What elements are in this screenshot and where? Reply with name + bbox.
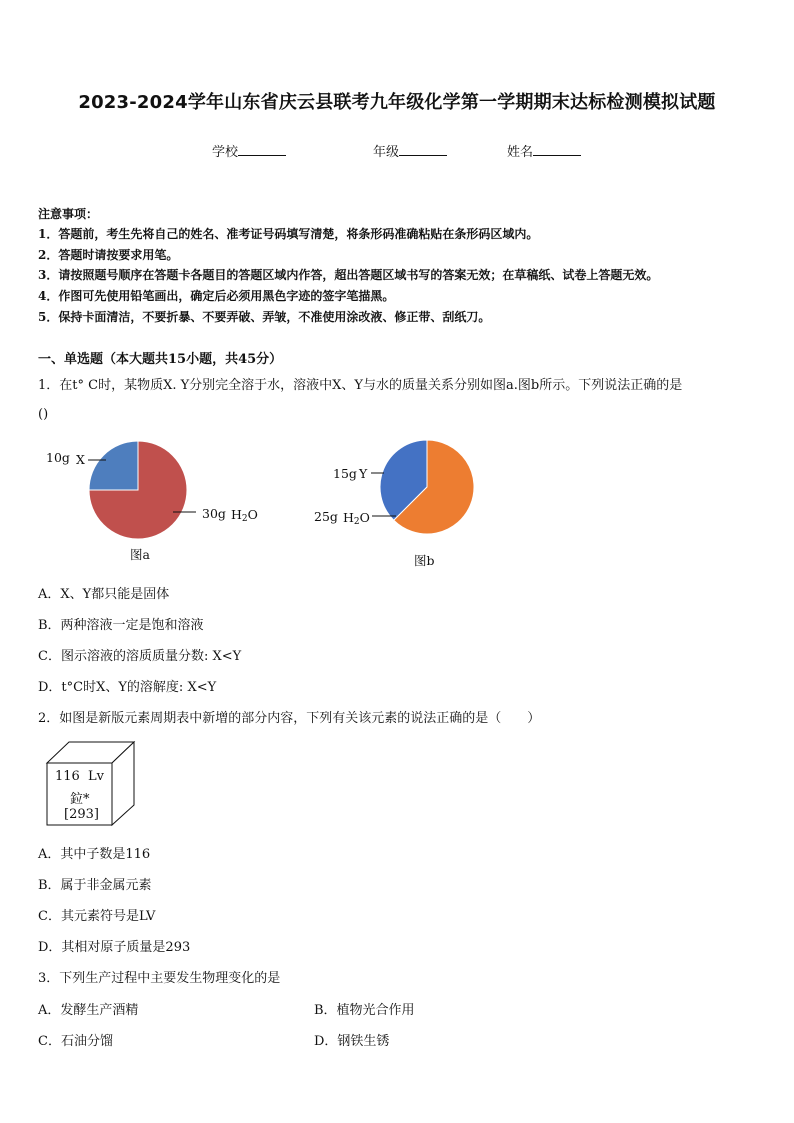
q2-option-d: D．其相对原子质量是293 bbox=[38, 940, 191, 955]
pie-b-water-o: O bbox=[359, 510, 370, 525]
pie-a-water-mass: 30g bbox=[202, 506, 226, 521]
note-item: 1．答题前，考生先将自己的姓名、准考证号码填写清楚，将条形码准确粘贴在条形码区域内。 bbox=[38, 227, 539, 241]
notes-title: 注意事项： bbox=[38, 207, 99, 221]
pie-b-water-sub: 2 bbox=[353, 517, 360, 527]
pie-b-water-mass: 25g bbox=[314, 509, 338, 524]
pie-a-solute-mass: 10g bbox=[46, 450, 70, 465]
q2-stem: 2．如图是新版元素周期表中新增的部分内容，下列有关该元素的说法正确的是（ ） bbox=[38, 711, 541, 726]
pie-a-water-sub: 2 bbox=[241, 514, 248, 524]
element-mass: [293] bbox=[64, 807, 99, 822]
q3-option-a: A．发酵生产酒精 bbox=[38, 1003, 139, 1018]
section-heading: 一、单选题（本大题共15小题，共45分） bbox=[38, 352, 283, 367]
pie-a-water-h: H bbox=[231, 507, 242, 522]
name-label: 姓名 bbox=[507, 145, 534, 160]
q1-option-d: D．t°C时X、Y的溶解度: X<Y bbox=[38, 680, 217, 695]
note-item: 3．请按照题号顺序在答题卡各题目的答题区域内作答，超出答题区域书写的答案无效；在草稿纸、试卷上答题无效。 bbox=[38, 268, 659, 282]
element-symbol: Lv bbox=[88, 769, 104, 784]
pie-b-solute-mass: 15g bbox=[333, 466, 357, 481]
q1-stem-paren: () bbox=[38, 407, 49, 422]
page-title: 2023-2024学年山东省庆云县联考九年级化学第一学期期末达标检测模拟试题 bbox=[78, 92, 716, 113]
pie-a-water-o: O bbox=[247, 507, 258, 522]
note-item: 5．保持卡面清洁，不要折暴、不要弄破、弄皱，不准使用涂改液、修正带、刮纸刀。 bbox=[38, 310, 491, 324]
element-number: 116 bbox=[55, 769, 80, 784]
q2-option-b: B．属于非金属元素 bbox=[38, 878, 152, 893]
q3-option-b: B．植物光合作用 bbox=[314, 1003, 415, 1018]
note-item: 4．作图可先使用铅笔画出，确定后必须用黑色字迹的签字笔描黑。 bbox=[38, 289, 395, 303]
q2-option-c: C．其元素符号是LV bbox=[38, 909, 156, 924]
q1-option-c: C．图示溶液的溶质质量分数: X<Y bbox=[38, 649, 242, 664]
pie-b-water-h: H bbox=[343, 510, 354, 525]
school-label: 学校 bbox=[212, 145, 239, 160]
q3-stem: 3．下列生产过程中主要发生物理变化的是 bbox=[38, 971, 281, 986]
q3-option-c: C．石油分馏 bbox=[38, 1034, 113, 1049]
q2-option-a: A．其中子数是116 bbox=[38, 847, 151, 862]
pie-a-solute-name: X bbox=[76, 452, 85, 467]
grade-label: 年级 bbox=[373, 145, 400, 160]
note-item: 2．答题时请按要求用笔。 bbox=[38, 248, 179, 262]
q1-stem: 1．在t° C时，某物质X. Y分别完全溶于水，溶液中X、Y与水的质量关系分别如图a.图b所示。下列说法正确的是 bbox=[38, 378, 683, 393]
element-name: 鉝* bbox=[70, 792, 90, 807]
q3-option-d: D．钢铁生锈 bbox=[314, 1034, 390, 1049]
pie-b-solute-name: Y bbox=[359, 466, 368, 481]
pie-a-caption: 图a bbox=[130, 547, 150, 562]
pie-b-caption: 图b bbox=[414, 553, 435, 568]
q1-option-b: B．两种溶液一定是饱和溶液 bbox=[38, 618, 204, 633]
q1-option-a: A．X、Y都只能是固体 bbox=[38, 587, 170, 602]
